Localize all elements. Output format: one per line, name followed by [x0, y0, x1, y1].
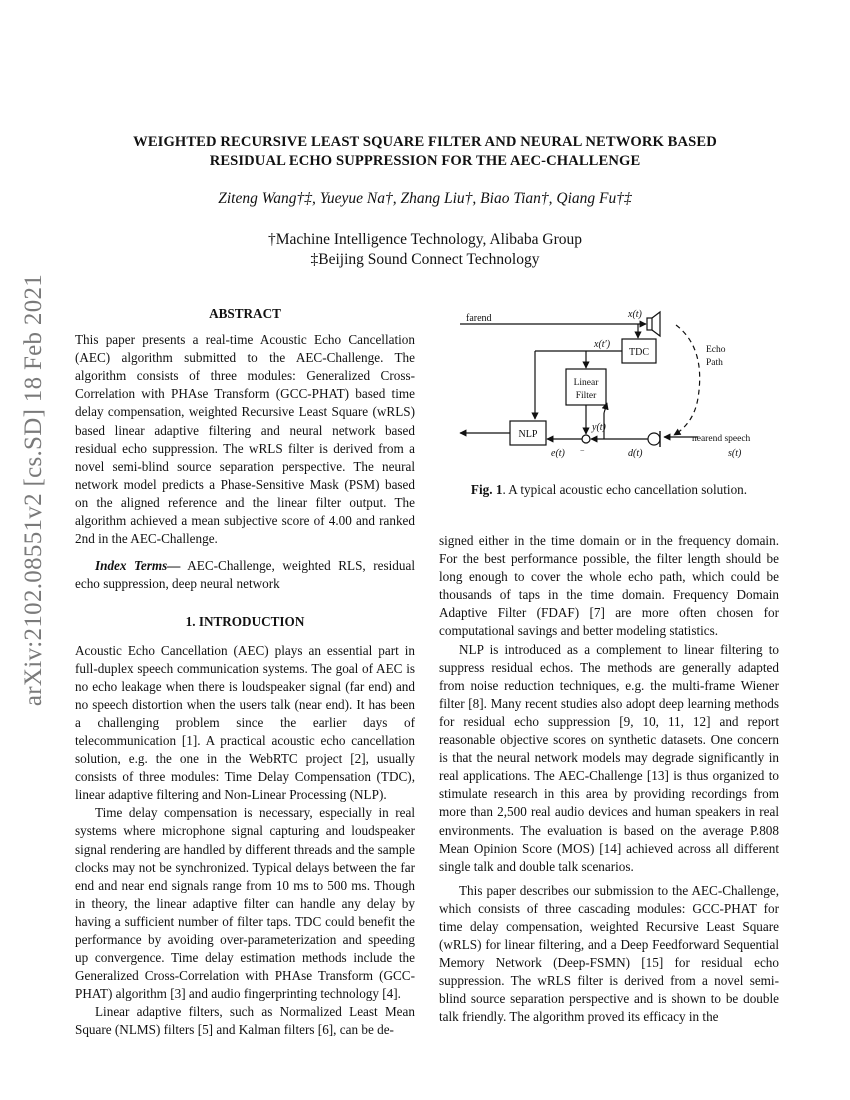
index-terms	[75, 557, 415, 593]
sum-node	[582, 435, 590, 443]
nlp-label: NLP	[518, 429, 538, 440]
arxiv-side-label: arXiv:2102.08551v2 [cs.SD] 18 Feb 2021	[20, 273, 47, 707]
right-paragraph-1: signed either in the time domain or in the frequency domain. For the best performance possible, the filter length should be long enough to cover the whole echo path, which could be thousands of taps in the time domain. Frequency Domain Adaptive Filter (FDAF) [7] are more often chosen for computational savings and better modeling statistics.	[439, 533, 779, 639]
affiliation-1: †Machine Intelligence Technology, Alibaba Group	[268, 231, 582, 248]
st-label: s(t)	[728, 448, 742, 459]
linear-label: Linear	[573, 378, 599, 388]
farend-label: farend	[466, 313, 492, 324]
loudspeaker-icon	[652, 312, 660, 336]
echo-path-curve	[674, 325, 700, 435]
filter-label: Filter	[575, 391, 597, 401]
xt-label: x(t)	[628, 309, 642, 320]
tdc-label: TDC	[629, 347, 649, 358]
caption-label: Fig. 1	[470, 482, 503, 497]
dt-label: d(t)	[628, 448, 643, 459]
figure-caption	[439, 482, 779, 498]
right-column	[439, 532, 779, 1027]
left-column	[75, 305, 415, 1040]
intro-paragraph-3: Linear adaptive filters, such as Normalized Least Mean Square (NLMS) filters [5] and Kalman filters [6], can be de-	[75, 1004, 415, 1038]
right-paragraph-2: NLP is introduced as a complement to linear filtering to suppress residual echos. The methods are generally adapted from noise reduction techniques, e.g. the multi-frame Wiener filter [8]. Many recent studies also adopt deep learning methods for residual echo suppression [9, 10, 11, 12] and report reasonable objective scores on synthetic datasets. One concern is that the neural network models may degrade significantly in real applications. The AEC-Challenge [13] is thus organized to stimulate research in this area by providing recordings from more than 2,500 real audio devices and human speakers in real environments. The evaluation is based on the average P.808 Mean Opinion Score (MOS) [14] achieved across all different single talk and double talk scenarios.	[439, 641, 779, 874]
title-line-2: RESIDUAL ECHO SUPPRESSION FOR THE AEC-CHALLENGE	[209, 153, 641, 169]
microphone-icon	[648, 433, 660, 445]
index-terms-text: AEC-Challenge, weighted RLS, residual echo suppression, deep neural network	[75, 558, 415, 592]
nearend-label: nearend speech	[692, 434, 751, 444]
path-label: Path	[706, 358, 723, 368]
intro-heading: 1. INTRODUCTION	[185, 614, 305, 630]
authors: Ziteng Wang†‡, Yueyue Na†, Zhang Liu†, Biao Tian†, Qiang Fu†‡	[218, 190, 632, 207]
paper-title	[70, 133, 780, 171]
affiliations	[70, 230, 780, 270]
abstract-text: This paper presents a real-time Acoustic Echo Cancellation (AEC) algorithm submitted to the AEC-Challenge. The algorithm consists of three modules: Generalized Cross-Correlation with PHAse Transform (GCC-PHAT) based time delay compensation, weighted Recursive Least Square (wRLS) based linear adaptive filtering and neural network based residual echo suppression. The wRLS filter is derived from a novel semi-blind source separation perspective. The neural network model predicts a Phase-Sensitive Mask (PSM) based on the aligned reference and the linear filter output. The algorithm achieved a mean subjective score of 4.00 and ranked 2nd in the AEC-Challenge.	[75, 332, 415, 547]
right-paragraph-3: This paper describes our submission to the AEC-Challenge, which consists of three cascading modules: GCC-PHAT for time delay compensation, weighted Recursive Least Square (wRLS) for linear filtering, and a Deep Feedforward Sequential Memory Network (Deep-FSMN) [15] for residual echo suppression. The wRLS filter is derived from a novel semi-blind source separation perspective and is shown to be double talk friendly. The algorithm proved its efficacy in the	[439, 882, 779, 1025]
et-label: e(t)	[551, 448, 565, 459]
loudspeaker-body	[647, 318, 652, 330]
aec-block-diagram	[446, 303, 776, 468]
caption-text: . A typical acoustic echo cancellation solution.	[502, 482, 748, 497]
index-terms-label: Index Terms—	[95, 558, 181, 574]
echo-label: Echo	[706, 345, 726, 355]
intro-paragraph-1: Acoustic Echo Cancellation (AEC) plays an essential part in full-duplex speech communication systems. The goal of AEC is no echo leakage when there is loudspeaker signal (far end) and no speech distortion when the users talk (near end). It has been a challenging problem since the earlier days of telecommunication [1]. A practical acoustic echo cancellation solution, e.g. the one in the WebRTC project [2], usually consists of three modules: Time Delay Compensation (TDC), linear adaptive filtering and Non-Linear Processing (NLP).	[75, 642, 415, 803]
affiliation-2: ‡Beijing Sound Connect Technology	[310, 251, 540, 268]
abstract-heading: ABSTRACT	[209, 306, 281, 321]
xtp-label: x(t′)	[594, 339, 611, 350]
intro-paragraph-2: Time delay compensation is necessary, especially in real systems where microphone signal capturing and loudspeaker signal rendering are handled by different threads and the sample clocks may not be synchronized. Typical delays between the far end and near end signals range from 10 ms to 500 ms. Though in theory, the linear adaptive filter can handle any delay by having a sufficient number of filter taps. TDC could benefit the performance by avoiding over-parameterization and speeding up convergence. Time delay estimation methods include the Generalized Cross-Correlation with PHAse Transform (GCC-PHAT) algorithm [3] and audio fingerprinting technology [4].	[75, 805, 415, 1002]
yt-label: y(t)	[592, 422, 606, 433]
title-line-1: WEIGHTED RECURSIVE LEAST SQUARE FILTER AND NEURAL NETWORK BASED	[133, 134, 717, 150]
minus-sign: −	[580, 446, 585, 455]
